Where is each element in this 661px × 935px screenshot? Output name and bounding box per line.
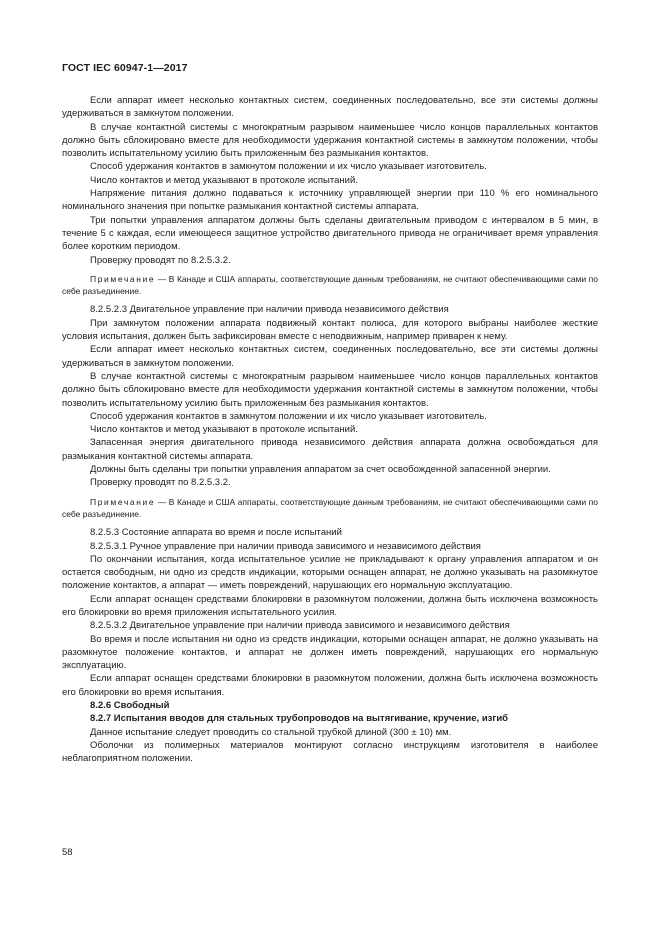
- subsection-heading: 8.2.5.3 Состояние аппарата во время и после испытаний: [90, 527, 342, 539]
- paragraph: При замкнутом положении аппарата подвижный контакт полюса, для которого выбраны наиболее жесткие условия испытания, должен быть зафиксирован вместе с неподвижным, например приварен к нему.: [62, 317, 598, 343]
- subsection-heading: 8.2.5.3.1 Ручное управление при наличии привода зависимого и независимого действия: [90, 540, 481, 552]
- section-heading: 8.2.6 Свободный: [90, 700, 170, 712]
- subsection-heading: 8.2.5.2.3 Двигательное управление при наличии привода независимого действия: [90, 304, 449, 316]
- section-heading: 8.2.7 Испытания вводов для стальных трубопроводов на вытягивание, кручение, изгиб: [90, 713, 509, 725]
- note-text: — В Канаде и США аппараты, соответствующие данным требованиям, не считают обеспечивающими сами по себе разъединение.: [62, 273, 598, 297]
- paragraph: Данное испытание следует проводить со стальной трубкой длиной (300 ± 10) мм.: [90, 726, 452, 738]
- document-body: [62, 94, 598, 766]
- note-label: Примечание: [90, 496, 156, 507]
- paragraph: Если аппарат оснащен средствами блокировки в разомкнутом положении, должна быть исключена возможность его блокировки во время испытания.: [62, 673, 598, 698]
- paragraph: Во время и после испытания ни одно из средств индикации, которыми оснащен аппарат, не должно указывать на разомкнутое положение контактов, и аппарат не должен иметь повреждений, нарушающих его нормальную эксплуатацию.: [62, 633, 598, 672]
- paragraph: Напряжение питания должно подаваться к источнику управляющей энергии при 110 % его номинального номинального значения при попытке размыкания контактной системы аппарата.: [62, 188, 598, 213]
- note-label: Примечание: [90, 273, 156, 284]
- note: [62, 496, 598, 521]
- document-header: ГОСТ IEC 60947-1—2017: [62, 62, 188, 74]
- paragraph: Если аппарат имеет несколько контактных систем, соединенных последовательно, все эти системы должны удерживаться в замкнутом положении.: [62, 95, 598, 120]
- paragraph: Проверку проводят по 8.2.5.3.2.: [90, 477, 231, 489]
- page-number: 58: [62, 847, 73, 858]
- paragraph: Способ удержания контактов в замкнутом положении и их число указывает изготовитель.: [90, 161, 487, 173]
- paragraph: Запасенная энергия двигательного привода независимого действия аппарата должна освобождаться для размыкания контактной системы аппарата.: [62, 437, 598, 462]
- subsection-heading: 8.2.5.3.2 Двигательное управление при наличии привода зависимого и независимого действия: [90, 620, 510, 632]
- paragraph: В случае контактной системы с многократным разрывом наименьшее число концов параллельных контактов должно быть сблокировано вместе для необходимости удержания контактной системы в замкнутом положении, чтобы позволить испытательному усилию быть приложенным без размыкания контактов.: [62, 121, 598, 160]
- paragraph: Если аппарат оснащен средствами блокировки в разомкнутом положении, должна быть исключена возможность его блокировки во время приложения испытательного усилия.: [62, 593, 598, 618]
- paragraph: Три попытки управления аппаратом должны быть сделаны двигательным приводом с интервалом в 5 мин, в течение 5 с каждая, если имеющееся защитное устройство двигательного привода не ограничивает время управления более коротким периодом.: [62, 214, 598, 253]
- paragraph: По окончании испытания, когда испытательное усилие не прикладывают к органу управления аппаратом и он остается свободным, ни одно из средств индикации, которыми оснащен аппарат, не должно указывать на разомкнутое положение контактов, а аппарат — иметь повреждений, нарушающих его нормальную эксплуатацию.: [62, 553, 598, 592]
- note-text: — В Канаде и США аппараты, соответствующие данным требованиям, не считают обеспечивающими сами по себе разъединение.: [62, 496, 598, 519]
- paragraph: Проверку проводят по 8.2.5.3.2.: [90, 254, 231, 266]
- paragraph: Число контактов и метод указывают в протоколе испытаний.: [90, 174, 358, 186]
- paragraph: Должны быть сделаны три попытки управления аппаратом за счет освобожденной запасенной энергии.: [90, 464, 551, 476]
- paragraph: Оболочки из полимерных материалов монтируют согласно инструкциям изготовителя в наиболее неблагоприятном положении.: [62, 739, 598, 765]
- paragraph: Число контактов и метод указывают в протоколе испытаний.: [90, 424, 358, 436]
- paragraph: Способ удержания контактов в замкнутом положении и их число указывает изготовитель.: [90, 410, 487, 422]
- paragraph: Если аппарат имеет несколько контактных систем, соединенных последовательно, все эти системы должны удерживаться в замкнутом положении.: [62, 344, 598, 369]
- note: [62, 273, 598, 298]
- paragraph: В случае контактной системы с многократным разрывом наименьшее число концов параллельных контактов должно быть сблокировано вместе для необходимости удержания контактной системы в замкнутом положении, чтобы позволить испытательному усилию быть приложенным без размыкания контактов.: [62, 370, 598, 409]
